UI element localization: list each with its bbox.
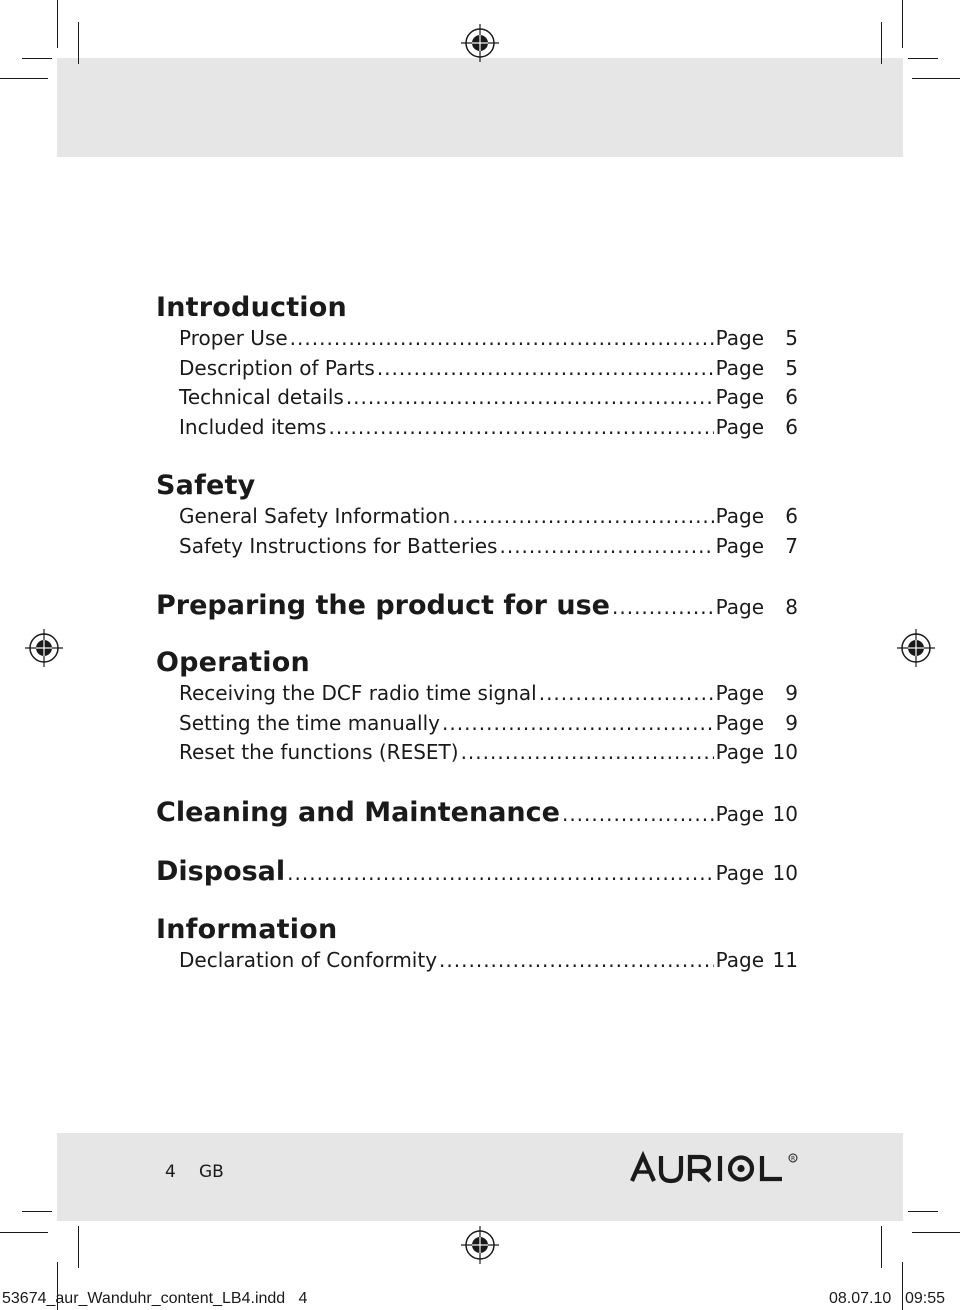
dot-leader [439,948,714,972]
dot-leader [287,861,713,885]
toc-entry-label: Technical details [179,385,344,409]
dot-leader [328,415,713,439]
crop-mark [902,0,903,48]
toc-page-word: Page [715,681,764,705]
toc-page-word: Page [715,504,764,528]
header-band [57,58,903,157]
crop-mark [22,58,52,59]
toc-entry[interactable] [179,504,798,534]
section-heading-safety: Safety [156,470,256,501]
dot-leader [377,356,714,380]
section-heading-operation: Operation [156,647,310,678]
toc-entry-disposal[interactable] [156,856,798,892]
toc-page-number: 5 [785,326,798,350]
toc-page-word: Page [715,534,764,558]
section-heading-disposal: Disposal [156,856,286,887]
print-slug-time: 09:55 [905,1290,946,1307]
section-heading-preparing: Preparing the product for use [156,590,610,621]
toc-entry[interactable] [179,534,798,564]
toc-entry-preparing[interactable] [156,590,798,626]
crop-mark [57,0,58,48]
registration-mark-icon [461,24,499,62]
toc-page-word: Page [715,356,764,380]
toc-entry-label: Receiving the DCF radio time signal [179,681,537,705]
section-heading-cleaning: Cleaning and Maintenance [156,797,560,828]
toc-page-word: Page [715,326,764,350]
toc-entry[interactable] [179,740,798,770]
toc-page-word: Page [715,385,764,409]
language-code: GB [199,1162,224,1182]
toc-page-number: 7 [785,534,798,558]
print-slug-filename: 53674_aur_Wanduhr_content_LB4.indd 4 [2,1290,308,1307]
brand-text: AURIOL [630,1150,634,1151]
crop-mark [0,78,48,79]
dot-leader [461,740,714,764]
auriol-logo [630,1150,806,1186]
crop-mark [902,1262,903,1310]
toc-page-number: 6 [785,504,798,528]
toc-entry-label: General Safety Information [179,504,451,528]
toc-entry[interactable] [179,948,798,978]
toc-entry-label: Declaration of Conformity [179,948,438,972]
toc-page-word: Page [715,948,764,972]
dot-leader [442,711,714,735]
toc-entry[interactable] [179,415,798,445]
toc-entry-label: Description of Parts [179,356,375,380]
dot-leader [452,504,713,528]
registration-mark-icon [25,629,63,667]
toc-entry[interactable] [179,385,798,415]
crop-mark [908,58,938,59]
dot-leader [346,385,714,409]
toc-page-number: 6 [785,415,798,439]
crop-mark [78,1226,79,1268]
toc-entry[interactable] [179,711,798,741]
print-slug-date: 08.07.10 [829,1290,892,1307]
registration-mark-icon [461,1226,499,1264]
section-heading-information: Information [156,914,338,945]
toc-page-word: Page [715,595,764,619]
crop-mark [0,1232,48,1233]
toc-page-word: Page [715,802,764,826]
toc-entry-cleaning[interactable] [156,797,798,833]
toc-page-word: Page [715,861,764,885]
crop-mark [78,22,79,64]
toc-entry[interactable] [179,681,798,711]
dot-leader [290,326,714,350]
toc-entry-label: Included items [179,415,327,439]
toc-page-word: Page [715,711,764,735]
toc-page-number: 11 [772,948,798,972]
crop-mark [22,1211,52,1212]
toc-page-word: Page [715,415,764,439]
toc-page-number: 9 [785,711,798,735]
toc-entry[interactable] [179,356,798,386]
svg-text:R: R [791,1155,796,1163]
toc-entry-label: Setting the time manually [179,711,440,735]
toc-page-number: 9 [785,681,798,705]
toc-entry-label: Proper Use [179,326,288,350]
crop-mark [912,1232,960,1233]
toc-page-number: 6 [785,385,798,409]
page-number: 4 [165,1162,176,1182]
toc-page-number: 10 [772,740,798,764]
crop-mark [912,78,960,79]
crop-mark [908,1211,938,1212]
section-heading-introduction: Introduction [156,292,347,323]
toc-entry-label: Reset the functions (RESET) [179,740,459,764]
crop-mark [881,1226,882,1268]
toc-page-number: 8 [785,595,798,619]
dot-leader [499,534,713,558]
toc-page-number: 5 [785,356,798,380]
toc-entry[interactable] [179,326,798,356]
toc-entry-label: Safety Instructions for Batteries [179,534,498,558]
toc-page-number: 10 [772,861,798,885]
toc-page-number: 10 [772,802,798,826]
toc-page-word: Page [715,740,764,764]
registration-mark-icon [897,629,935,667]
dot-leader [612,595,714,619]
dot-leader [539,681,714,705]
dot-leader [562,802,714,826]
crop-mark [881,22,882,64]
